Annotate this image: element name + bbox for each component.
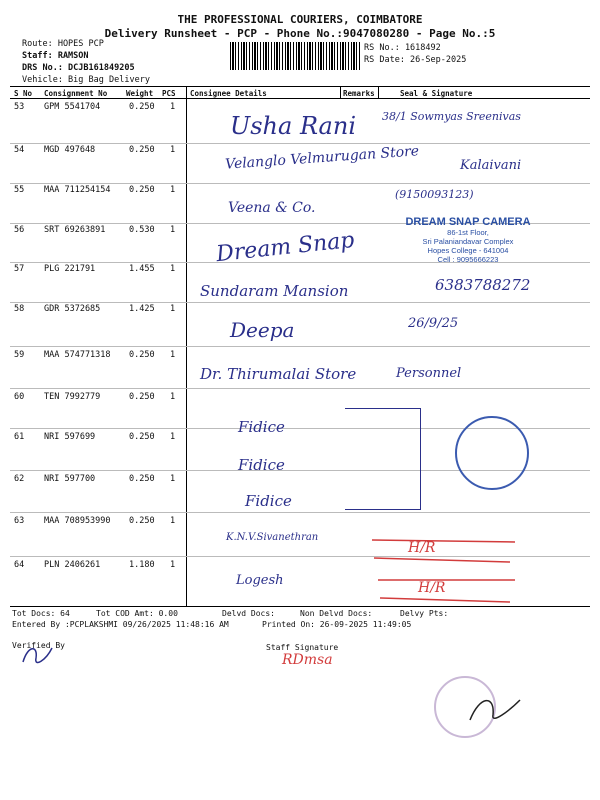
row-sno: 53 [14, 102, 25, 112]
hand-seal: 38/1 Sowmyas Sreenivas [382, 110, 521, 123]
row-cn: NRI 597699 [44, 432, 96, 442]
tot-docs: Tot Docs: 64 [12, 609, 70, 618]
row-divider [10, 388, 590, 389]
red-strokes [370, 530, 520, 605]
stamp-line: Sri Palaniandavar Complex [422, 237, 514, 246]
row-cn: SRT 69263891 [44, 225, 106, 235]
hand-seal: Kalaivani [460, 158, 522, 173]
row-pcs: 1 [170, 264, 176, 274]
row-wt: 0.250 [129, 474, 155, 484]
row-pcs: 1 [170, 225, 176, 235]
route: Route: HOPES PCP [22, 39, 104, 49]
col-divider [378, 86, 379, 98]
row-sno: 59 [14, 350, 25, 360]
row-cn: GPM 5541704 [44, 102, 101, 112]
hand-seal: Personnel [396, 366, 462, 381]
hand-seal-red: H/R [418, 580, 446, 596]
row-sno: 60 [14, 392, 25, 402]
hand-consignee: Dr. Thirumalai Store [200, 365, 357, 383]
barcode [230, 42, 360, 70]
col-divider [340, 86, 341, 98]
verified-signature [18, 640, 58, 670]
row-divider [10, 302, 590, 303]
row-cn: MAA 574771318 [44, 350, 111, 360]
row-sno: 57 [14, 264, 25, 274]
row-pcs: 1 [170, 350, 176, 360]
hand-consignee: K.N.V.Sivanethran [226, 532, 319, 543]
hand-consignee: Usha Rani [230, 112, 356, 140]
rs-date: RS Date: 26-Sep-2025 [364, 55, 467, 65]
shop-stamp [378, 216, 558, 264]
hand-seal: (9150093123) [395, 188, 474, 201]
row-pcs: 1 [170, 145, 176, 155]
row-cn: PLN 2406261 [44, 560, 101, 570]
hand-seal: 6383788272 [435, 276, 531, 294]
hand-seal-red: H/R [408, 540, 436, 556]
row-pcs: 1 [170, 185, 176, 195]
row-sno: 55 [14, 185, 25, 195]
row-sno: 63 [14, 516, 25, 526]
hand-consignee: Fidice [245, 492, 292, 510]
stamp-name: DREAM SNAP CAMERA [405, 216, 531, 228]
printed-on: Printed On: 26-09-2025 11:49:05 [262, 620, 412, 629]
row-wt: 0.250 [129, 392, 155, 402]
rs-no: RS No.: 1618492 [364, 43, 441, 53]
row-pcs: 1 [170, 102, 176, 112]
row-pcs: 1 [170, 392, 176, 402]
hand-consignee: Veena & Co. [228, 200, 316, 216]
row-sno: 61 [14, 432, 25, 442]
row-divider [10, 183, 590, 184]
seal-signature [465, 690, 525, 730]
staff: Staff: RAMSON [22, 51, 89, 61]
col-header-seal: Seal & Signature [400, 89, 473, 98]
meta-block [22, 38, 150, 86]
col-header-consignee: Consignee Details [190, 89, 267, 98]
stamp-line: Cell : 9095666223 [437, 255, 499, 264]
row-wt: 0.250 [129, 432, 155, 442]
tot-cod: Tot COD Amt: 0.00 [96, 609, 178, 618]
row-wt: 1.455 [129, 264, 155, 274]
hand-consignee: Sundaram Mansion [200, 282, 349, 300]
hand-seal: 26/9/25 [408, 316, 459, 331]
drs-no: DRS No.: DCJB161849205 [22, 63, 135, 73]
row-cn: NRI 597700 [44, 474, 96, 484]
row-wt: 0.530 [129, 225, 155, 235]
row-sno: 54 [14, 145, 25, 155]
signature-bracket [345, 408, 421, 510]
hand-consignee: Fidice [238, 456, 285, 474]
row-sno: 62 [14, 474, 25, 484]
row-wt: 0.250 [129, 185, 155, 195]
staff-signature: RDmsa [282, 652, 333, 668]
row-wt: 0.250 [129, 102, 155, 112]
rs-block [364, 42, 466, 66]
col-header-remarks: Remarks [343, 89, 375, 98]
hand-consignee: Velanglo Velmurugan Store [224, 143, 420, 173]
row-pcs: 1 [170, 560, 176, 570]
verified-by: Verified By [12, 641, 65, 650]
row-cn: MAA 711254154 [44, 185, 111, 195]
row-wt: 1.425 [129, 304, 155, 314]
stamp-line: 86-1st Floor, [447, 228, 489, 237]
hand-consignee: Dream Snap [215, 227, 356, 268]
table-bottom-line [10, 606, 590, 607]
hand-consignee: Logesh [236, 573, 284, 588]
row-wt: 1.180 [129, 560, 155, 570]
entered-by: Entered By :PCPLAKSHMI 09/26/2025 11:48:16 AM [12, 620, 229, 629]
round-seal [455, 416, 529, 490]
row-wt: 0.250 [129, 350, 155, 360]
table-top-line [10, 86, 590, 87]
staff-signature-label: Staff Signature [266, 643, 339, 652]
row-cn: GDR 5372685 [44, 304, 101, 314]
row-wt: 0.250 [129, 145, 155, 155]
company-title: THE PROFESSIONAL COURIERS, COIMBATORE [177, 13, 423, 26]
hand-consignee: Fidice [238, 418, 285, 436]
col-header-pcs: PCS [162, 89, 176, 98]
hand-consignee: Deepa [230, 318, 295, 342]
row-cn: TEN 7992779 [44, 392, 101, 402]
row-pcs: 1 [170, 432, 176, 442]
col-header-weight: Weight [126, 89, 154, 98]
col-header-sno: S No [14, 89, 33, 98]
non-delvd-docs: Non Delvd Docs: [300, 609, 373, 618]
row-pcs: 1 [170, 516, 176, 526]
delvd-docs: Delvd Docs: [222, 609, 275, 618]
row-pcs: 1 [170, 474, 176, 484]
row-cn: MAA 708953990 [44, 516, 111, 526]
row-sno: 56 [14, 225, 25, 235]
runsheet-subtitle: Delivery Runsheet - PCP - Phone No.:9047080280 - Page No.:5 [104, 27, 496, 40]
row-divider [10, 143, 590, 144]
row-wt: 0.250 [129, 516, 155, 526]
delvy-pts: Delvy Pts: [400, 609, 449, 618]
stamp-line: Hopes College - 641004 [427, 246, 509, 255]
row-cn: PLG 221791 [44, 264, 96, 274]
table-header-line [10, 98, 590, 99]
row-divider [10, 346, 590, 347]
vehicle: Vehicle: Big Bag Delivery [22, 75, 150, 85]
row-divider [10, 512, 590, 513]
col-header-consignment: Consignment No [44, 89, 108, 98]
row-sno: 58 [14, 304, 25, 314]
row-sno: 64 [14, 560, 25, 570]
row-cn: MGD 497648 [44, 145, 96, 155]
row-pcs: 1 [170, 304, 176, 314]
